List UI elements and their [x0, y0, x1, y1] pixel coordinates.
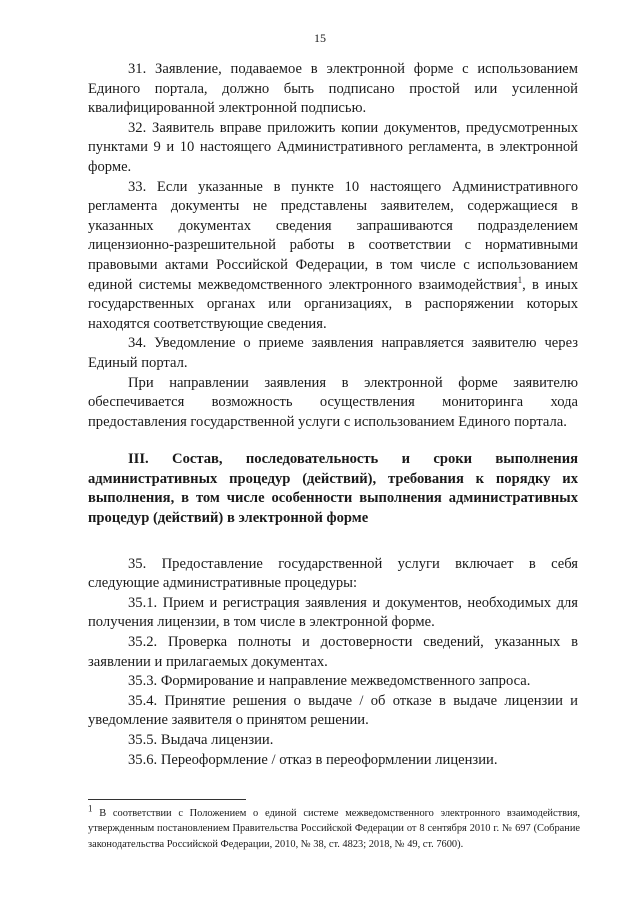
paragraph-35-4: 35.4. Принятие решения о выдаче / об отказе в выдаче лицензии и уведомление заявителя о принятом решении. — [88, 692, 578, 729]
paragraph-34-monitoring: При направлении заявления в электронной форме заявителю обеспечивается возможность осуществления мониторинга хода предоставления государственной услуги с использованием Единого портала. — [88, 374, 578, 430]
paragraph-33-tail: , в иных государственных органах или организациях, в распоряжении которых находятся соответствующие сведения. — [88, 276, 578, 332]
section-heading: III. Состав, последовательность и сроки выполнения административных процедур (действий), требования к порядку их выполнения, в том числе особенности выполнения административных процедур (действий) в электронной форме — [88, 451, 578, 527]
paragraph-31: 31. Заявление, подаваемое в электронной форме с использованием Единого портала, должно быть подписано простой или усиленной квалифицированной электронной подписью. — [88, 61, 578, 117]
paragraph-35-3: 35.3. Формирование и направление межведомственного запроса. — [128, 673, 531, 690]
footnote-number: 1 — [88, 803, 93, 814]
paragraph-35-1: 35.1. Прием и регистрация заявления и документов, необходимых для получения лицензии, в том числе в электронной форме. — [88, 594, 578, 631]
paragraph-35: 35. Предоставление государственной услуги включает в себя следующие административные процедуры: — [88, 555, 578, 592]
footnote-reference[interactable]: 1 — [517, 274, 523, 285]
main-text — [88, 60, 578, 770]
paragraph-32: 32. Заявитель вправе приложить копии документов, предусмотренных пунктами 9 и 10 настоящего Административного регламента, в электронной форме. — [88, 119, 578, 175]
page-number: 15 — [314, 31, 326, 45]
footnote-divider — [88, 799, 246, 800]
paragraph-34: 34. Уведомление о приеме заявления направляется заявителю через Единый портал. — [88, 335, 578, 371]
paragraph-35-2: 35.2. Проверка полноты и достоверности сведений, указанных в заявлении и прилагаемых документах. — [88, 634, 578, 670]
paragraph-33-text: 33. Если указанные в пункте 10 настоящего Административного регламента документы не представлены заявителем, содержащиеся в указанных документах сведения запрашиваются подразделением лицензионно-разрешительной работы в соответствии с нормативными правовыми актами Российской Федерации, в том числе с использованием единой системы межведомственного электронного взаимодействия — [88, 178, 578, 293]
paragraph-35-6: 35.6. Переоформление / отказ в переоформлении лицензии. — [128, 751, 498, 768]
footnote — [88, 803, 580, 852]
paragraph-33 — [88, 178, 578, 335]
footnote-text: В соответствии с Положением о единой системе межведомственного электронного взаимодействия, утвержденным постановлением Правительства Российской Федерации от 8 сентября 2010 г. № 697 (Собрание законодательства Российской Федерации, 2010, № 38, ст. 4823; 2018, № 49, ст. 7600). — [88, 808, 580, 850]
paragraph-35-5: 35.5. Выдача лицензии. — [128, 732, 274, 748]
